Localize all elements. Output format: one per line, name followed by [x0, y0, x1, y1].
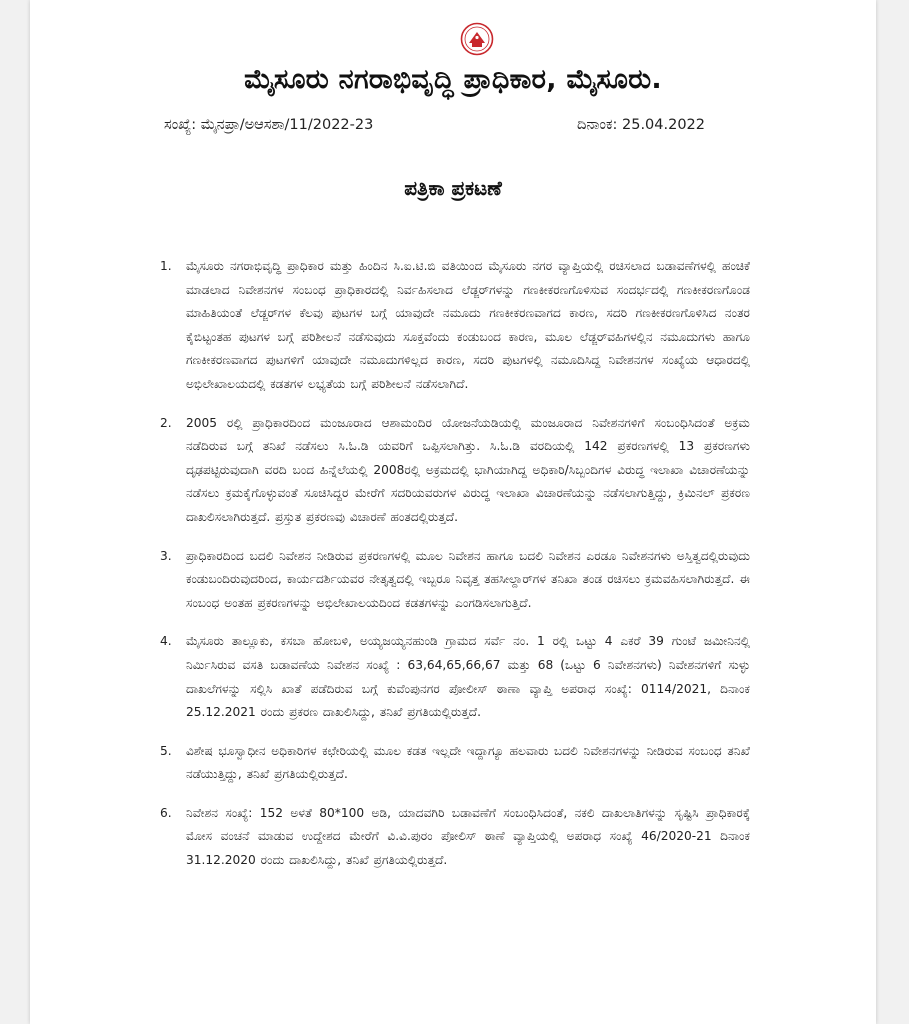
list-item: [160, 630, 750, 724]
press-release-items: [160, 255, 750, 888]
list-item: [160, 545, 750, 616]
press-release-heading: ಪತ್ರಿಕಾ ಪ್ರಕಟಣೆ: [404, 176, 502, 200]
item-text: ವಿಶೇಷ ಭೂಸ್ವಾಧೀನ ಅಧಿಕಾರಿಗಳ ಕಛೇರಿಯಲ್ಲಿ ಮೂಲ ಕಡತ ಇಲ್ಲದೇ ಇದ್ದಾಗ್ಯೂ ಹಲವಾರು ಬದಲಿ ನಿವೇಶನಗಳನ್ನು ನೀಡಿರುವ ಸಂಬಂಧ ತನಿಖೆ ನಡೆಯುತ್ತಿದ್ದು, ತನಿಖೆ ಪ್ರಗತಿಯಲ್ಲಿರುತ್ತದೆ.: [186, 743, 750, 782]
list-item: [160, 412, 750, 530]
reference-number: ಸಂಖ್ಯೆ: ಮೈನಪ್ರಾ/ಅಆಸಶಾ/11/2022-23: [164, 117, 374, 133]
item-number: 4.: [160, 634, 172, 649]
organization-title: ಮೈಸೂರು ನಗರಾಭಿವೃದ್ಧಿ ಪ್ರಾಧಿಕಾರ, ಮೈಸೂರು.: [244, 64, 662, 95]
document-date: ದಿನಾಂಕ: 25.04.2022: [577, 117, 706, 133]
list-item: [160, 740, 750, 787]
item-text: ಮೈಸೂರು ನಗರಾಭಿವೃದ್ಧಿ ಪ್ರಾಧಿಕಾರ ಮತ್ತು ಹಿಂದಿನ ಸಿ.ಐ.ಟಿ.ಬಿ ವತಿಯಿಂದ ಮೈಸೂರು ನಗರ ವ್ಯಾಪ್ತಿಯಲ್ಲಿ ರಚಿಸಲಾದ ಬಡಾವಣೆಗಳಲ್ಲಿ ಹಂಚಿಕೆ ಮಾಡಲಾದ ನಿವೇಶನಗಳ ಸಂಬಂಧ ಪ್ರಾಧಿಕಾರದಲ್ಲಿ ನಿರ್ವಹಿಸಲಾದ ಲೆಡ್ಜರ್‌ಗಳನ್ನು ಗಣಕೀಕರಣಗೊಳಿಸುವ ಸಂದರ್ಭದಲ್ಲಿ ಗಣಕೀಕರಣಗೊಂಡ ಮಾಹಿತಿಯಂತೆ ಲೆಡ್ಜರ್‌ಗಳ ಕೆಲವು ಪುಟಗಳ ಬಗ್ಗೆ ಯಾವುದೇ ನಮೂದು ಗಣಕೀಕರಣವಾಗದ ಕಾರಣ, ಸದರಿ ಗಣಕೀಕರಣಗೊಳಿಸಿದ ನಂತರ ಕೈಬಿಟ್ಟಂತಹ ಪುಟಗಳ ಬಗ್ಗೆ ಪರಿಶೀಲನೆ ನಡೆಸುವುದು ಸೂಕ್ತವೆಂದು ಕಂಡುಬಂದ ಕಾರಣ, ಮೂಲ ಲೆಡ್ಜರ್‌ವಹಿಗಳಲ್ಲಿನ ನಮೂದುಗಳು ಹಾಗೂ ಗಣಕೀಕರಣವಾಗದ ಪುಟಗಳಿಗೆ ಯಾವುದೇ ನಮೂದುಗಳಿಲ್ಲದ ಕಾರಣ, ಸದರಿ ಪುಟಗಳಲ್ಲಿ ನಮೂದಿಸಿದ್ದ ನಿವೇಶನಗಳ ಸಂಖ್ಯೆಯ ಆಧಾರದಲ್ಲಿ ಅಭಿಲೇಖಾಲಯದಲ್ಲಿ ಕಡತಗಳ ಲಭ್ಯತೆಯ ಬಗ್ಗೆ ಪರಿಶೀಲನೆ ನಡೆಸಲಾಗಿದೆ.: [186, 259, 750, 391]
list-item: [160, 255, 750, 397]
document-page: [30, 0, 876, 1024]
authority-emblem-icon: [460, 22, 494, 56]
item-text: ಮೈಸೂರು ತಾಲ್ಲೂಕು, ಕಸಬಾ ಹೋಬಳಿ, ಅಯ್ಯಜಯ್ಯನಹುಂಡಿ ಗ್ರಾಮದ ಸರ್ವೆ ನಂ. 1 ರಲ್ಲಿ ಒಟ್ಟು 4 ಎಕರೆ 39 ಗುಂಟೆ ಜಮೀನಿನಲ್ಲಿ ನಿರ್ಮಿಸಿರುವ ವಸತಿ ಬಡಾವಣೆಯ ನಿವೇಶನ ಸಂಖ್ಯೆ : 63,64,65,66,67 ಮತ್ತು 68 (ಒಟ್ಟು 6 ನಿವೇಶನಗಳು) ನಿವೇಶನಗಳಿಗೆ ಸುಳ್ಳು ದಾಖಲೆಗಳನ್ನು ಸಲ್ಲಿಸಿ ಖಾತೆ ಪಡೆದಿರುವ ಬಗ್ಗೆ ಕುವೆಂಪುನಗರ ಪೋಲೀಸ್ ಠಾಣಾ ವ್ಯಾಪ್ತಿ ಅಪರಾಧ ಸಂಖ್ಯೆ: 0114/2021, ದಿನಾಂಕ 25.12.2021 ರಂದು ಪ್ರಕರಣ ದಾಖಲಿಸಿದ್ದು, ತನಿಖೆ ಪ್ರಗತಿಯಲ್ಲಿರುತ್ತದೆ.: [186, 634, 750, 720]
list-item: [160, 802, 750, 873]
item-number: 2.: [160, 415, 172, 430]
item-number: 5.: [160, 743, 172, 758]
item-text: ನಿವೇಶನ ಸಂಖ್ಯೆ: 152 ಅಳತೆ 80*100 ಅಡಿ, ಯಾದವಗಿರಿ ಬಡಾವಣೆಗೆ ಸಂಬಂಧಿಸಿದಂತೆ, ನಕಲಿ ದಾಖಲಾತಿಗಳನ್ನು ಸೃಷ್ಟಿಸಿ ಪ್ರಾಧಿಕಾರಕ್ಕೆ ಮೋಸ ವಂಚನೆ ಮಾಡುವ ಉದ್ದೇಶದ ಮೇರೆಗೆ ವಿ.ವಿ.ಪುರಂ ಪೋಲಿಸ್ ಠಾಣೆ ವ್ಯಾಪ್ತಿಯಲ್ಲಿ ಅಪರಾಧ ಸಂಖ್ಯೆ 46/2020-21 ದಿನಾಂಕ 31.12.2020 ರಂದು ದಾಖಲಿಸಿದ್ದು, ತನಿಖೆ ಪ್ರಗತಿಯಲ್ಲಿರುತ್ತದೆ.: [186, 805, 750, 868]
item-text: 2005 ರಲ್ಲಿ ಪ್ರಾಧಿಕಾರದಿಂದ ಮಂಜೂರಾದ ಆಶಾಮಂದಿರ ಯೋಜನೆಯಡಿಯಲ್ಲಿ ಮಂಜೂರಾದ ನಿವೇಶನಗಳಿಗೆ ಸಂಬಂಧಿಸಿದಂತೆ ಅಕ್ರಮ ನಡೆದಿರುವ ಬಗ್ಗೆ ತನಿಖೆ ನಡೆಸಲು ಸಿ.ಓ.ಡಿ ಯವರಿಗೆ ಒಪ್ಪಿಸಲಾಗಿತ್ತು. ಸಿ.ಓ.ಡಿ ವರದಿಯಲ್ಲಿ 142 ಪ್ರಕರಣಗಳಲ್ಲಿ 13 ಪ್ರಕರಣಗಳು ದೃಢಪಟ್ಟಿರುವುದಾಗಿ ವರದಿ ಬಂದ ಹಿನ್ನೆಲೆಯಲ್ಲಿ 2008ರಲ್ಲಿ ಅಕ್ರಮದಲ್ಲಿ ಭಾಗಿಯಾಗಿದ್ದ ಅಧಿಕಾರಿ/ಸಿಬ್ಬಂದಿಗಳ ವಿರುದ್ಧ ಇಲಾಖಾ ವಿಚಾರಣೆಯನ್ನು ನಡೆಸಲು ಕ್ರಮಕೈಗೊಳ್ಳುವಂತೆ ಸೂಚಿಸಿದ್ದರ ಮೇರೆಗೆ ಸದರಿಯವರುಗಳ ವಿರುದ್ಧ ಇಲಾಖಾ ವಿಚಾರಣೆಯನ್ನು ನಡೆಸಲಾಗುತ್ತಿದ್ದು, ಕ್ರಿಮಿನಲ್ ಪ್ರಕರಣ ದಾಖಲಿಸಲಾಗಿರುತ್ತದೆ. ಪ್ರಸ್ತುತ ಪ್ರಕರಣವು ವಿಚಾರಣೆ ಹಂತದಲ್ಲಿರುತ್ತದೆ.: [186, 415, 750, 524]
item-text: ಪ್ರಾಧಿಕಾರದಿಂದ ಬದಲಿ ನಿವೇಶನ ನೀಡಿರುವ ಪ್ರಕರಣಗಳಲ್ಲಿ ಮೂಲ ನಿವೇಶನ ಹಾಗೂ ಬದಲಿ ನಿವೇಶನ ಎರಡೂ ನಿವೇಶನಗಳು ಅಸ್ತಿತ್ವದಲ್ಲಿರುವುದು ಕಂಡುಬಂದಿರುವುದರಿಂದ, ಕಾರ್ಯದರ್ಶಿಯವರ ನೇತೃತ್ವದಲ್ಲಿ ಇಬ್ಬರೂ ನಿವೃತ್ತ ತಹಸೀಲ್ದಾರ್‌ಗಳ ತನಿಖಾ ತಂಡ ರಚಿಸಲು ಕ್ರಮವಹಿಸಲಾಗಿರುತ್ತದೆ. ಈ ಸಂಬಂಧ ಅಂತಹ ಪ್ರಕರಣಗಳನ್ನು ಅಭಿಲೇಖಾಲಯದಿಂದ ಕಡತಗಳನ್ನು ಎಂಗಡಿಸಲಾಗುತ್ತಿದೆ.: [186, 548, 750, 610]
item-number: 1.: [160, 259, 172, 273]
item-number: 6.: [160, 805, 172, 820]
item-number: 3.: [160, 548, 172, 563]
